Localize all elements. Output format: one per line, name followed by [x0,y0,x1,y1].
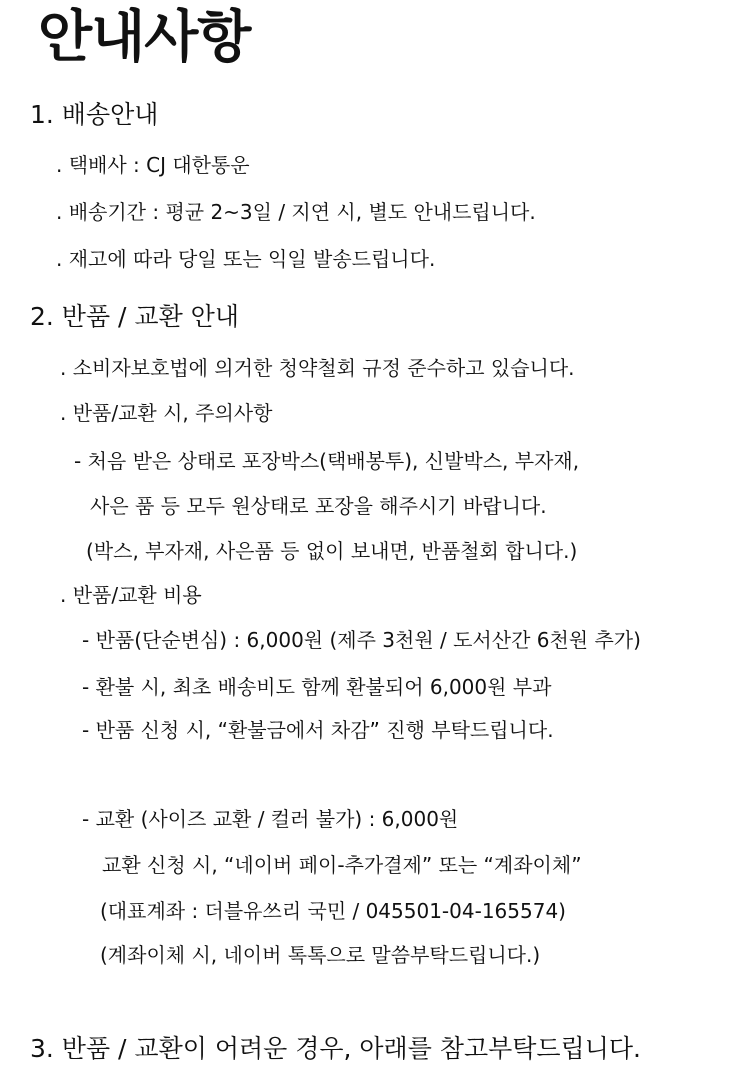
exchange-cost: - 교환 (사이즈 교환 / 컬러 불가) : 6,000원 [82,807,459,831]
shipping-dispatch: . 재고에 따라 당일 또는 익일 발송드립니다. [56,247,436,271]
section1-heading: 1. 배송안내 [30,100,159,129]
page-title: 안내사항 [38,5,251,70]
return-caution-note: (박스, 부자재, 사은품 등 없이 보내면, 반품철회 합니다.) [86,539,578,563]
return-caution-packaging: - 처음 받은 상태로 포장박스(택배봉투), 신발박스, 부자재, [74,449,580,473]
exchange-payment-methods: 교환 신청 시, “네이버 페이-추가결제” 또는 “계좌이체” [102,853,582,877]
bank-account-info: (대표계좌 : 더블유쓰리 국민 / 045501-04-165574) [100,899,566,923]
return-cautions-heading: . 반품/교환 시, 주의사항 [60,401,273,425]
section2-heading: 2. 반품 / 교환 안내 [30,302,239,331]
shipping-period: . 배송기간 : 평균 2~3일 / 지연 시, 별도 안내드립니다. [56,200,536,224]
bank-transfer-note: (계좌이체 시, 네이버 톡톡으로 말씀부탁드립니다.) [100,943,541,967]
section3-heading: 3. 반품 / 교환이 어려운 경우, 아래를 참고부탁드립니다. [30,1034,641,1063]
refund-cost-note: - 환불 시, 최초 배송비도 함께 환불되어 6,000원 부과 [82,675,552,699]
return-policy-compliance: . 소비자보호법에 의거한 청약철회 규정 준수하고 있습니다. [60,356,575,380]
return-caution-packaging-cont: 사은 품 등 모두 원상태로 포장을 해주시기 바랍니다. [90,494,547,518]
shipping-courier: . 택배사 : CJ 대한통운 [56,153,250,177]
return-cost-heading: . 반품/교환 비용 [60,583,202,607]
return-cost-simple: - 반품(단순변심) : 6,000원 (제주 3천원 / 도서산간 6천원 추가) [82,628,641,652]
return-request-note: - 반품 신청 시, “환불금에서 차감” 진행 부탁드립니다. [82,718,554,742]
